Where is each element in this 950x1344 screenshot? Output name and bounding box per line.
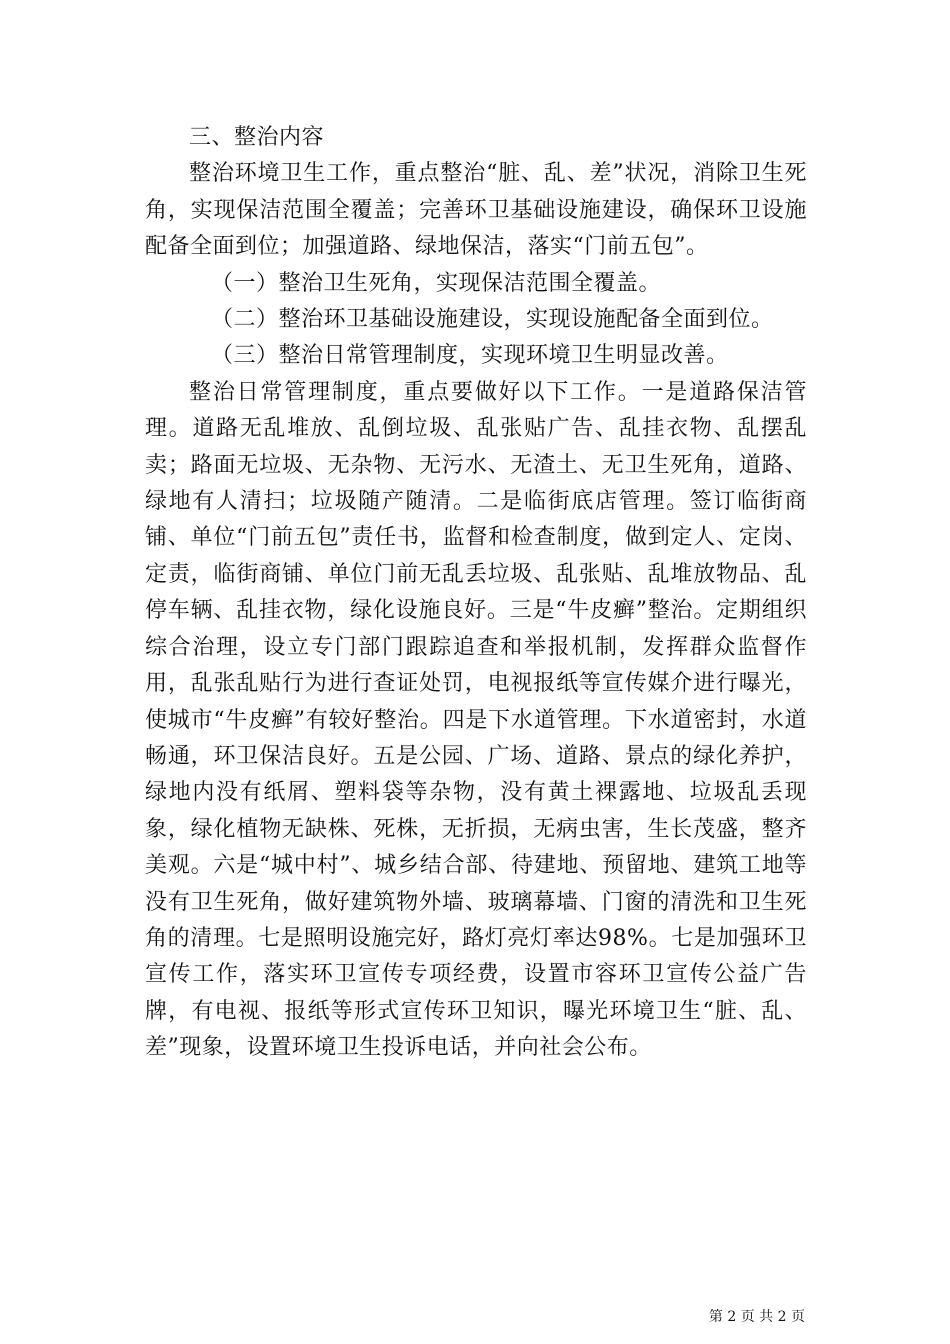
page-number-footer: 第 2 页 共 2 页: [708, 1309, 805, 1325]
list-item-2: （二）整治环卫基础设施建设，实现设施配备全面到位。: [211, 307, 774, 333]
list-item-3: （三）整治日常管理制度，实现环境卫生明显改善。: [211, 343, 729, 369]
section-heading: 三、整治内容: [189, 125, 325, 150]
intro-paragraph: 整治环境卫生工作，重点整治“脏、乱、差”状况，消除卫生死角，实现保洁范围全覆盖；完善环卫基础设施建设，确保环卫设施配备全面到位；加强道路、绿地保洁，落实“门前五包”。: [145, 161, 807, 260]
document-body: [145, 120, 807, 1067]
body-paragraph: 整治日常管理制度，重点要做好以下工作。一是道路保洁管理。道路无乱堆放、乱倒垃圾、乱张贴广告、乱挂衣物、乱摆乱卖；路面无垃圾、无杂物、无污水、无渣土、无卫生死角，道路、绿地有人清扫；垃圾随产随清。二是临街底店管理。签订临街商铺、单位“门前五包”责任书，监督和检查制度，做到定人、定岗、定责，临街商铺、单位门前无乱丢垃圾、乱张贴、乱堆放物品、乱停车辆、乱挂衣物，绿化设施良好。三是“牛皮癣”整治。定期组织综合治理，设立专门部门跟踪追查和举报机制，发挥群众监督作用，乱张乱贴行为进行查证处罚，电视报纸等宣传媒介进行曝光，使城市“牛皮癣”有较好整治。四是下水道管理。下水道密封，水道畅通，环卫保洁良好。五是公园、广场、道路、景点的绿化养护，绿地内没有纸屑、塑料袋等杂物，没有黄土裸露地、垃圾乱丢现象，绿化植物无缺株、死株，无折损，无病虫害，生长茂盛，整齐美观。六是“城中村”、城乡结合部、待建地、预留地、建筑工地等没有卫生死角，做好建筑物外墙、玻璃幕墙、门窗的清洗和卫生死角的清理。七是照明设施完好，路灯亮灯率达98%。七是加强环卫宣传工作，落实环卫宣传专项经费，设置市容环卫宣传公益广告牌，有电视、报纸等形式宣传环卫知识，曝光环境卫生“脏、乱、差”现象，设置环境卫生投诉电话，并向社会公布。: [145, 379, 807, 1061]
list-item-1: （一）整治卫生死角，实现保洁范围全覆盖。: [211, 270, 662, 296]
